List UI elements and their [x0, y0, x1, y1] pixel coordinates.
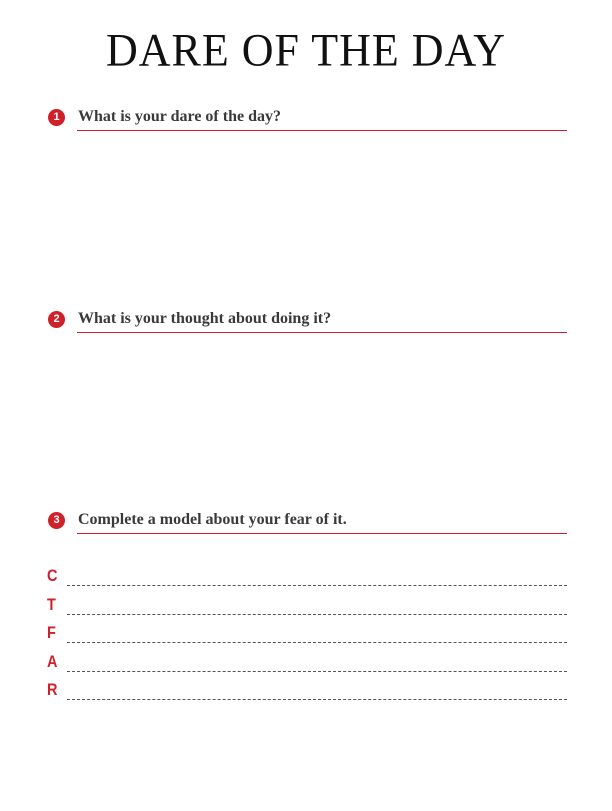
- question-2: [48, 309, 567, 333]
- answer-area-2[interactable]: [77, 337, 567, 502]
- question-text: Complete a model about your fear of it.: [78, 511, 347, 528]
- question-text: What is your dare of the day?: [78, 108, 281, 125]
- question-1: [48, 107, 567, 131]
- model-letter: R: [47, 680, 58, 699]
- question-number-badge: 2: [48, 311, 65, 328]
- model-letter: T: [47, 595, 56, 614]
- model-row-r: [47, 680, 567, 704]
- model-row-c: [47, 566, 567, 590]
- model-row-f: [47, 623, 567, 647]
- page-title: DARE OF THE DAY: [105, 24, 507, 77]
- model-answer-line[interactable]: [67, 671, 567, 672]
- model-letter: A: [47, 652, 58, 671]
- question-3: [48, 510, 567, 534]
- model-row-t: [47, 595, 567, 619]
- model-answer-line[interactable]: [67, 699, 567, 700]
- question-underline: [77, 533, 567, 534]
- answer-area-1[interactable]: [77, 135, 567, 300]
- model-answer-line[interactable]: [67, 614, 567, 615]
- model-letter: C: [47, 566, 58, 585]
- model-answer-line[interactable]: [67, 642, 567, 643]
- question-number-badge: 1: [48, 109, 65, 126]
- model-letter: F: [47, 623, 56, 642]
- model-answer-line[interactable]: [67, 585, 567, 586]
- question-underline: [77, 130, 567, 131]
- question-text: What is your thought about doing it?: [78, 310, 332, 327]
- question-underline: [77, 332, 567, 333]
- model-row-a: [47, 652, 567, 676]
- question-number-badge: 3: [48, 512, 65, 529]
